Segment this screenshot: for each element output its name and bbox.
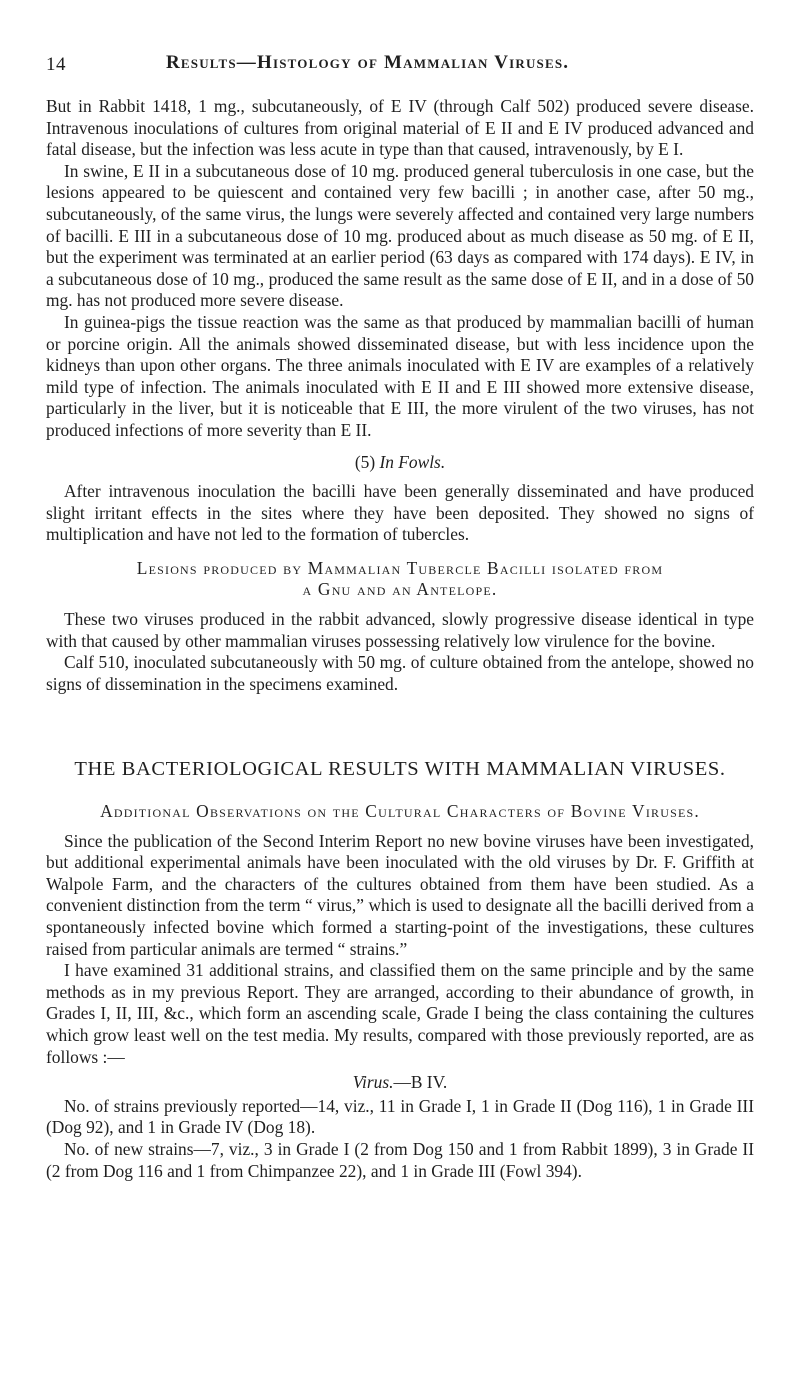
paragraph-swine: In swine, E II in a subcutaneous dose of 10 mg. produced general tuberculosis in one case, but the lesions appeared to be quiescent and contained very few bacilli ; in another case, after 50 mg., subcutaneously, of the same virus, the lungs were severely affected and contained very large numbers of bacilli. E III in a subcutaneous dose of 10 mg. produced about as much disease as 50 mg. of E II, but the experiment was terminated at an earlier period (63 days as compared with 174 days). E IV, in a subcutaneous dose of 10 mg., produced the same result as the same dose of E II, and in a dose of 50 mg. has not produced more severe disease. <box>46 160 754 311</box>
paragraph-strains-previous: No. of strains previously reported—14, viz., 11 in Grade I, 1 in Grade II (Dog 116), 1 in Grade III (Dog 92), and 1 in Grade IV (Dog 18). <box>46 1095 754 1138</box>
paragraph-rabbit: But in Rabbit 1418, 1 mg., subcutaneously, of E IV (through Calf 502) produced severe disease. Intravenous inoculations of cultures from original material of E II and E IV produced advanced and fatal disease, but the infection was less acute in type than that caused, intravenously, by E I. <box>46 96 754 160</box>
section-number: (5) <box>354 451 376 472</box>
running-title: Results—Histology of Mammalian Viruses. <box>166 52 570 73</box>
main-heading-bacteriological: THE BACTERIOLOGICAL RESULTS WITH MAMMALIAN VIRUSES. <box>74 758 726 781</box>
running-header <box>46 54 754 82</box>
paragraph-bacteriological-1: Since the publication of the Second Interim Report no new bovine viruses have been investigated, but additional experimental animals have been inoculated with the old viruses by Dr. F. Griffith at Walpole Farm, and the characters of the cultures obtained from them have been studied. As a convenient distinction from the term “ virus,” which is used to designate all the bacilli derived from a spontaneously infected bovine which formed a starting-point of the investigations, these cultures raised from particular animals are termed “ strains.” <box>46 830 754 959</box>
paragraph-strains-new: No. of new strains—7, viz., 3 in Grade I (2 from Dog 150 and 1 from Rabbit 1899), 3 in Grade II (2 from Dog 116 and 1 from Chimpanzee 22), and 1 in Grade III (Fowl 394). <box>46 1138 754 1181</box>
paragraph-fowls: After intravenous inoculation the bacilli have been generally disseminated and have produced slight irritant effects in the sites where they have been deposited. They showed no signs of multiplication and have not led to the formation of tubercles. <box>46 481 754 545</box>
virus-heading <box>46 1072 754 1094</box>
paragraph-guinea-pigs: In guinea-pigs the tissue reaction was the same as that produced by mammalian bacilli of human or porcine origin. All the animals showed disseminated disease, but with less incidence upon the kidneys than upon other organs. The three animals inoculated with E IV are examples of a relatively mild type of infection. The animals inoculated with E II and E III showed more extensive disease, particularly in the liver, but it is noticeable that E III, the more virulent of the two viruses, has not produced infections of more severity than E II. <box>46 311 754 440</box>
section-title: In Fowls. <box>379 451 446 472</box>
page-number: 14 <box>46 54 66 75</box>
virus-value: —B IV. <box>393 1072 448 1093</box>
virus-label: Virus. <box>352 1072 394 1093</box>
paragraph-lesions-1: These two viruses produced in the rabbit advanced, slowly progressive disease identical in type with that caused by other mammalian viruses possessing relatively low virulence for the bovine. <box>46 609 754 651</box>
paragraph-lesions-2: Calf 510, inoculated subcutaneously with 50 mg. of culture obtained from the antelope, showed no signs of dissemination in the specimens examined. <box>46 652 754 694</box>
heading-line: a Gnu and an Antelope. <box>302 579 498 600</box>
paragraph-bacteriological-2: I have examined 31 additional strains, and classified them on the same principle and by the same methods as in my previous Report. They are arranged, according to their abundance of growth, in Grades I, II, III, &c., which form an ascending scale, Grade I being the class containing the cultures which grow least well on the test media. My results, compared with those previously reported, are as follows :— <box>46 960 754 1067</box>
section-heading-fowls <box>46 452 754 474</box>
section-heading-lesions <box>46 558 754 601</box>
sub-heading-additional-observations: Additional Observations on the Cultural Characters of Bovine Viruses. <box>100 801 700 822</box>
heading-line: Lesions produced by Mammalian Tubercle Bacilli isolated from <box>136 557 664 578</box>
